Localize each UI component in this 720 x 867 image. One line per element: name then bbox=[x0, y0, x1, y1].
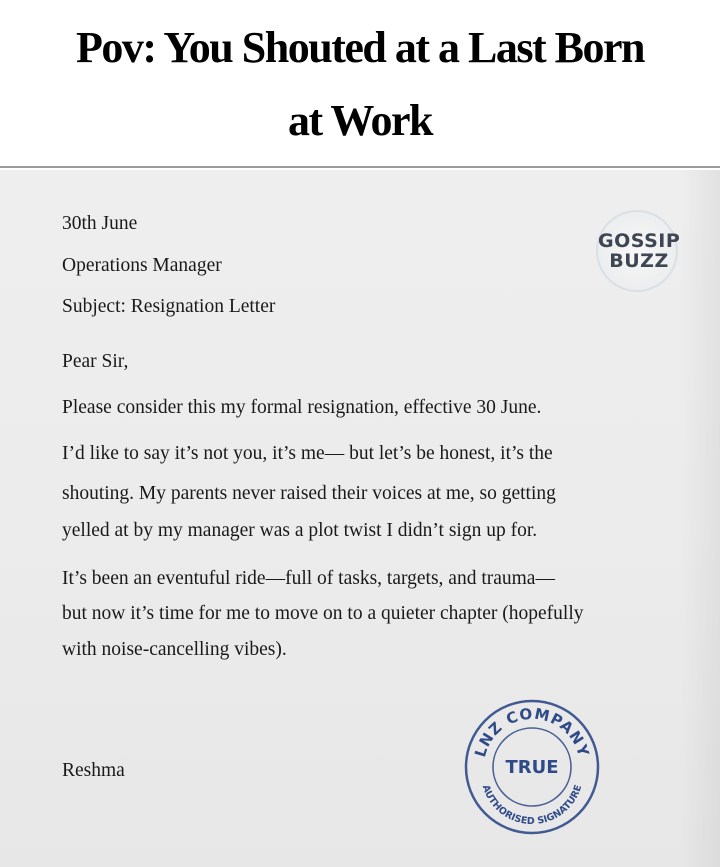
letter-salutation: Pear Sir, bbox=[62, 351, 129, 372]
letter-body-line: It’s been an eventuful ride—full of tasks, targets, and trauma— bbox=[62, 568, 555, 589]
letter-body-line: but now it’s time for me to move on to a quieter chapter (hopefully bbox=[62, 603, 584, 624]
stamp-bottom-text: AUTHORISED SIGNATURE bbox=[479, 783, 585, 828]
page-title-line-1: Pov: You Shouted at a Last Born bbox=[76, 23, 644, 72]
letter-body-line: shouting. My parents never raised their voices at me, so getting bbox=[62, 483, 556, 504]
company-stamp bbox=[462, 697, 602, 837]
title-bar bbox=[0, 0, 720, 168]
letter-body-line: yelled at by my manager was a plot twist I didn’t sign up for. bbox=[62, 520, 538, 541]
letter-recipient: Operations Manager bbox=[62, 255, 222, 276]
watermark-line-1: GOSSIP bbox=[598, 230, 681, 252]
watermark-line-2: BUZZ bbox=[609, 250, 669, 272]
gossip-buzz-watermark-logo bbox=[596, 210, 681, 292]
letter-signature: Reshma bbox=[62, 760, 125, 781]
letter-body-line: I’d like to say it’s not you, it’s me— but let’s be honest, it’s the bbox=[62, 443, 553, 464]
stamp-center-text: TRUE bbox=[505, 757, 559, 778]
letter-subject: Subject: Resignation Letter bbox=[62, 296, 276, 317]
letter-body-line: Please consider this my formal resignation, effective 30 June. bbox=[62, 397, 542, 418]
letter-body-line: with noise-cancelling vibes). bbox=[62, 639, 287, 660]
letter-date: 30th June bbox=[62, 213, 138, 234]
stamp-top-text: LNZ COMPANY bbox=[471, 704, 593, 760]
resignation-letter bbox=[0, 170, 720, 867]
page-title-line-2: at Work bbox=[288, 96, 432, 145]
